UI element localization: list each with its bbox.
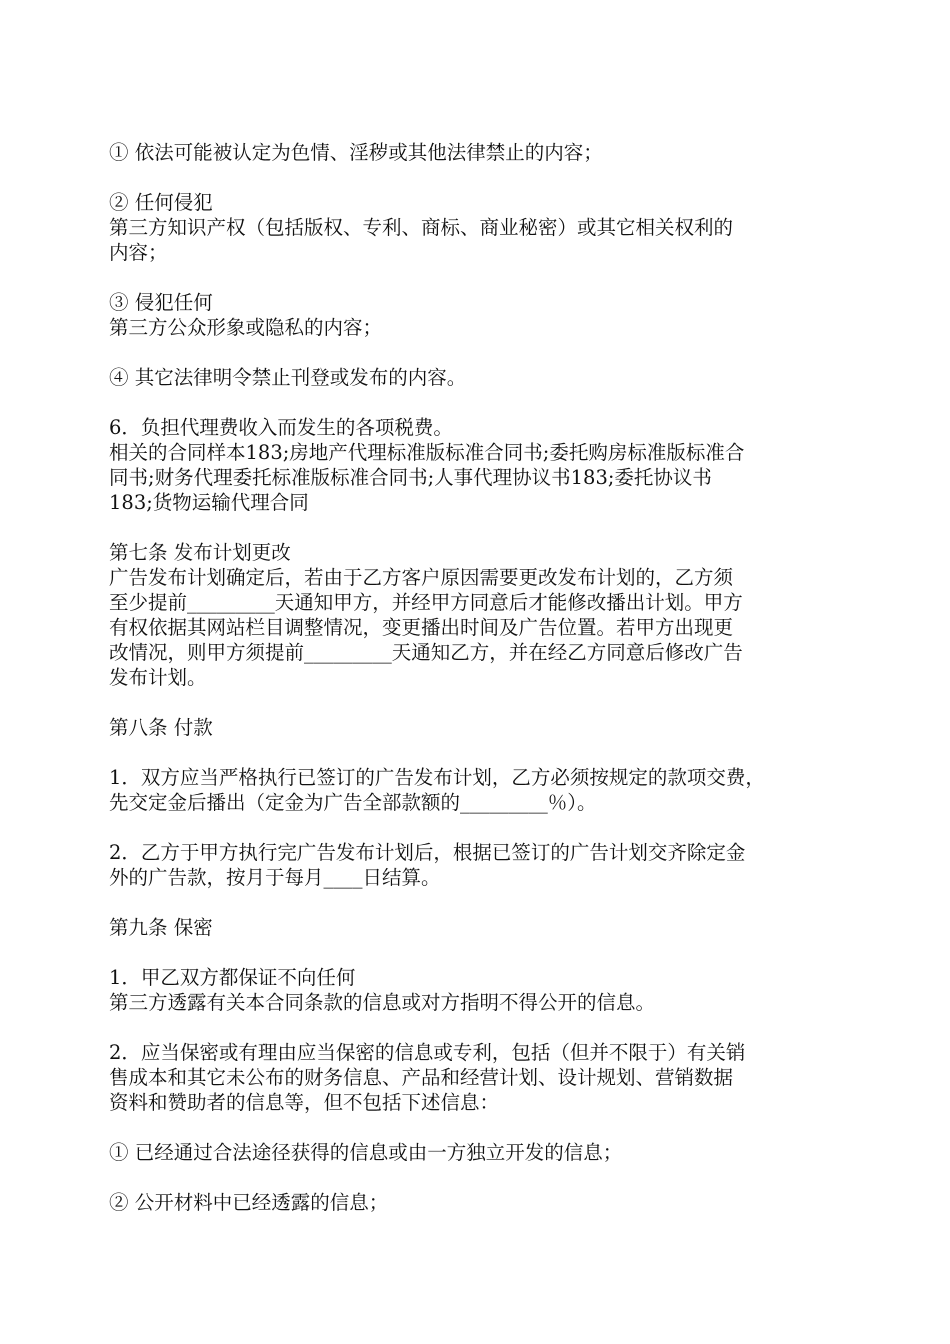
text-line: 资料和赞助者的信息等，但不包括下述信息： [109, 1091, 500, 1114]
paragraph [109, 1140, 844, 1165]
text-line: 同书;财务代理委托标准版标准合同书;人事代理协议书183;委托协议书 [109, 466, 712, 489]
paragraph [109, 1190, 844, 1215]
paragraph [109, 290, 844, 340]
text-line: 内容； [109, 241, 168, 264]
text-line: 相关的合同样本183;房地产代理标准版标准合同书;委托购房标准版标准合 [109, 441, 745, 464]
text-line: 发布计划。 [109, 666, 207, 689]
paragraph [109, 540, 844, 690]
text-line: 1．甲乙双方都保证不向任何 [109, 966, 356, 989]
paragraph [109, 415, 844, 515]
text-line: 第八条 付款 [109, 716, 213, 739]
text-line: 售成本和其它未公布的财务信息、产品和经营计划、设计规划、营销数据 [109, 1066, 734, 1089]
paragraph [109, 915, 844, 940]
text-line: 6．负担代理费收入而发生的各项税费。 [109, 416, 453, 439]
paragraph [109, 1040, 844, 1115]
text-line: 2．乙方于甲方执行完广告发布计划后，根据已签订的广告计划交齐除定金 [109, 841, 746, 864]
text-line: 183;货物运输代理合同 [109, 491, 309, 514]
text-line: ③ 侵犯任何 [109, 291, 213, 314]
paragraph [109, 140, 844, 165]
text-line: 第三方知识产权（包括版权、专利、商标、商业秘密）或其它相关权利的 [109, 216, 734, 239]
paragraph [109, 965, 844, 1015]
text-line: 广告发布计划确定后，若由于乙方客户原因需要更改发布计划的，乙方须 [109, 566, 734, 589]
document-body [109, 140, 844, 1240]
text-line: ① 依法可能被认定为色情、淫秽或其他法律禁止的内容； [109, 141, 603, 164]
paragraph [109, 765, 844, 815]
text-line: 有权依据其网站栏目调整情况，变更播出时间及广告位置。若甲方出现更 [109, 616, 734, 639]
paragraph [109, 190, 844, 265]
paragraph [109, 840, 844, 890]
text-line: 第七条 发布计划更改 [109, 541, 291, 564]
text-line: 第三方公众形象或隐私的内容； [109, 316, 383, 339]
text-line: 2．应当保密或有理由应当保密的信息或专利，包括（但并不限于）有关销 [109, 1041, 746, 1064]
text-line: 外的广告款，按月于每月____日结算。 [109, 866, 441, 889]
paragraph [109, 715, 844, 740]
text-line: 至少提前_________天通知甲方，并经甲方同意后才能修改播出计划。甲方 [109, 591, 743, 614]
paragraph [109, 365, 844, 390]
text-line: 1．双方应当严格执行已签订的广告发布计划，乙方必须按规定的款项交费， [109, 766, 765, 789]
text-line: ① 已经通过合法途径获得的信息或由一方独立开发的信息； [109, 1141, 623, 1164]
text-line: 第三方透露有关本合同条款的信息或对方指明不得公开的信息。 [109, 991, 656, 1014]
text-line: ② 任何侵犯 [109, 191, 213, 214]
text-line: 先交定金后播出（定金为广告全部款额的_________％）。 [109, 791, 597, 814]
text-line: ② 公开材料中已经透露的信息； [109, 1191, 389, 1214]
text-line: 第九条 保密 [109, 916, 213, 939]
text-line: ④ 其它法律明令禁止刊登或发布的内容。 [109, 366, 467, 389]
text-line: 改情况，则甲方须提前_________天通知乙方，并在经乙方同意后修改广告 [109, 641, 743, 664]
